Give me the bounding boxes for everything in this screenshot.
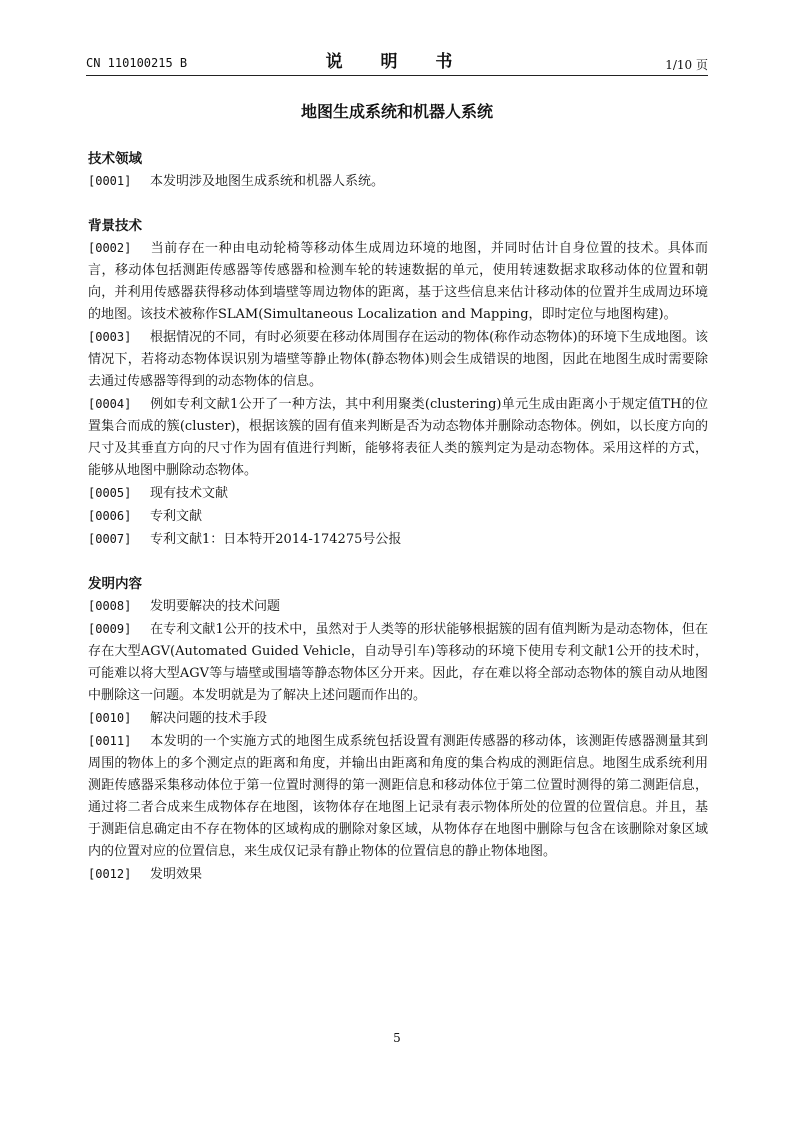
header-rule	[86, 75, 708, 76]
paragraph	[88, 482, 708, 505]
paragraph	[88, 863, 708, 886]
paragraph-text: 现有技术文献	[150, 486, 229, 501]
paragraph-text: 例如专利文献1公开了一种方法，其中利用聚类(clustering)单元生成由距离小于规定值TH的位置集合而成的簇(cluster)，根据该簇的固有值来判断是否为动态物体并删除动态物体。例如，以长度方向的尺寸及其垂直方向的尺寸作为固有值进行判断，能够将表征人类的簇判定为是动态物体。采用这样的方式，能够从地图中删除动态物体。	[88, 397, 708, 478]
paragraph-text: 发明效果	[150, 867, 203, 882]
section-heading: 背景技术	[88, 218, 142, 234]
page-indicator: 1/10 页	[665, 58, 708, 72]
section-summary	[88, 573, 708, 886]
page-number: 5	[393, 1031, 401, 1045]
paragraph-number: [0001]	[88, 174, 132, 188]
paragraph-number: [0007]	[88, 532, 132, 546]
paragraph-number: [0010]	[88, 711, 132, 725]
paragraph-text: 当前存在一种由电动轮椅等移动体生成周边环境的地图，并同时估计自身位置的技术。具体而言，移动体包括测距传感器等传感器和检测车轮的转速数据的单元，使用转速数据求取移动体的位置和朝向，并利用传感器获得移动体到墙壁等周边物体的距离，基于这些信息来估计移动体的位置并生成周边环境的地图。该技术被称作SLAM(Simultaneous Localization and Mapping，即时定位与地图构建)。	[88, 241, 708, 322]
paragraph	[88, 707, 708, 730]
document-title: 地图生成系统和机器人系统	[300, 102, 493, 121]
paragraph-text: 专利文献1：日本特开2014-174275号公报	[150, 532, 402, 547]
paragraph-text: 本发明的一个实施方式的地图生成系统包括设置有测距传感器的移动体，该测距传感器测量其到周围的物体上的多个测定点的距离和角度，并输出由距离和角度的集合构成的测距信息。地图生成系统利用测距传感器采集移动体位于第一位置时测得的第一测距信息和移动体位于第二位置时测得的第二测距信息，通过将二者合成来生成物体存在地图，该物体存在地图上记录有表示物体所处的位置的位置信息。并且，基于测距信息确定由不存在物体的区域构成的删除对象区域，从物体存在地图中删除与包含在该删除对象区域内的位置对应的位置信息，来生成仅记录有静止物体的位置信息的静止物体地图。	[88, 734, 708, 859]
paragraph	[88, 595, 708, 618]
doc-number: CN 110100215 B	[86, 56, 188, 70]
paragraph-text: 本发明涉及地图生成系统和机器人系统。	[150, 174, 385, 189]
paragraph-text: 根据情况的不同，有时必须要在移动体周围存在运动的物体(称作动态物体)的环境下生成地图。该情况下，若将动态物体误识别为墙壁等静止物体(静态物体)则会生成错误的地图，因此在地图生成时需要除去通过传感器等得到的动态物体的信息。	[88, 330, 708, 389]
paragraph-number: [0011]	[88, 734, 132, 748]
paragraph-text: 发明要解决的技术问题	[150, 599, 281, 614]
paragraph-number: [0004]	[88, 397, 132, 411]
paragraph	[88, 237, 708, 326]
page-header	[86, 44, 708, 74]
document-body	[88, 148, 708, 886]
paragraph-number: [0002]	[88, 241, 132, 255]
section-heading: 技术领域	[88, 151, 142, 167]
paragraph-text: 专利文献	[150, 509, 203, 524]
paragraph-text: 解决问题的技术手段	[150, 711, 268, 726]
paragraph-number: [0003]	[88, 330, 132, 344]
paragraph	[88, 326, 708, 393]
paragraph	[88, 170, 708, 193]
paragraph-number: [0005]	[88, 486, 132, 500]
paragraph	[88, 618, 708, 707]
paragraph-number: [0009]	[88, 622, 132, 636]
paragraph	[88, 505, 708, 528]
section-title: 说 明 书	[325, 52, 469, 72]
paragraph	[88, 393, 708, 482]
section-heading: 发明内容	[88, 576, 142, 592]
section-background	[88, 215, 708, 551]
paragraph-number: [0006]	[88, 509, 132, 523]
paragraph	[88, 730, 708, 863]
paragraph-number: [0012]	[88, 867, 132, 881]
paragraph-text: 在专利文献1公开的技术中，虽然对于人类等的形状能够根据簇的固有值判断为是动态物体，但在存在大型AGV(Automated Guided Vehicle，自动导引车)等移动的环境下使用专利文献1公开的技术时，可能难以将大型AGV等与墙壁或围墙等静态物体区分开来。因此，存在难以将全部动态物体的簇自动从地图中删除这一问题。本发明就是为了解决上述问题而作出的。	[88, 622, 708, 703]
paragraph	[88, 528, 708, 551]
section-technical-field	[88, 148, 708, 193]
paragraph-number: [0008]	[88, 599, 132, 613]
